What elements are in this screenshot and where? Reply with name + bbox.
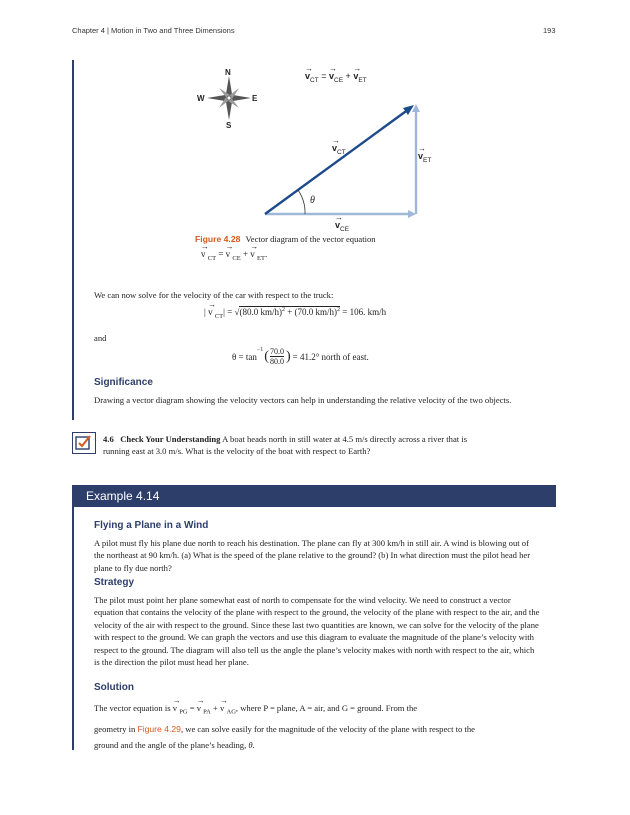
example-problem: A pilot must fly his plane due north to reach his destination. The plane can fly at 300 km/h in still air. A wind is blowing out of the northeast at 90 km/h. (a) What is the speed of the plane relative to the ground? (b) In what direction must the pilot head her plane to fly due north? [94,538,531,573]
vector-diagram [180,62,470,237]
example-title: Flying a Plane in a Wind [94,520,209,531]
compass-e-label: E [252,94,258,103]
magnitude-equation: | → v $_{CT}$| = √(80.0 km/h)$^2$ + (70.0 km/h)$^2$ = 106. km/h [204,300,387,320]
significance-text: Drawing a vector diagram showing the velocity vectors can help in understanding the relative velocity of the two objects. [94,395,512,405]
strategy-text: The pilot must point her plane somewhat east of north to compensate for the wind velocity. We need to construct a vector equation that contains the velocity of the plane with respect to the ground, the velocity of the plane with respect to the air, and the velocity of the air with respect to the ground. Since these last two quantities are known, we can solve for the velocity of the plane with respect to the ground. We can graph the vectors and use this diagram to evaluate the magnitude of the plane’s velocity with respect to the ground. The diagram will also tell us the angle the plane’s velocity makes with north with respect to the air, which is the direction the pilot must head her plane. [94,595,540,668]
compass-s-label: S [226,121,232,130]
label-vct: → $v_{CT}$ [332,136,346,156]
figure-caption-text: Vector diagram of the vector equation [245,234,376,244]
check-understanding-icon [72,432,96,454]
solution-text: The vector equation is → v $_{PG}$ = → v $_{PA}$ + → v $_{AG}$, where P = plane, A = air, and G = ground. From the geometry in Figure 4.29, we can solve easily for the magnitude of the velocity of the plane with respect to the ground and the angle of the plane’s heading, θ. [94,696,475,750]
example-left-bar [72,505,74,750]
angle-theta-label: θ [310,195,315,206]
check-understanding-text: 4.6 Check Your Understanding A boat heads north in still water at 4.5 m/s directly across a river that is running east at 3.0 m/s. What is the velocity of the boat with respect to Earth? [103,434,468,457]
label-vce: → $v_{CE}$ [335,213,350,233]
significance-heading: Significance [94,377,153,388]
vector-ce-head [408,210,416,218]
figure-equation: → $v_{CT}$ = → $v_{CE}$ + → $v_{ET}$ [305,64,367,84]
solve-intro-text: We can now solve for the velocity of the car with respect to the truck: [94,290,334,300]
angle-arc [298,190,305,214]
vector-et-head [412,104,420,112]
and-text: and [94,333,107,343]
compass-w-label: W [197,94,205,103]
chapter-header: Chapter 4 | Motion in Two and Three Dimensions [72,26,235,35]
strategy-heading: Strategy [94,577,135,588]
figure-caption [195,234,376,244]
section-left-bar [72,60,74,420]
compass-n-label: N [225,68,231,77]
page-number: 193 [543,26,556,35]
label-vet: → $v_{ET}$ [418,144,432,164]
figure-caption-equation: → v $_{CT}$ = → v $_{CE}$ + → v $_{ET}$. [201,242,268,262]
solution-heading: Solution [94,682,134,693]
compass-rose-icon [207,76,251,120]
figure-number: Figure 4.28 [195,234,241,244]
vector-ct-line [265,109,409,214]
figure-4-29-link[interactable]: Figure 4.29 [137,723,181,734]
example-banner: Example 4.14 [72,485,556,507]
theta-equation: θ = tan $^{-1}$ ( 70.0 80.0 ) = 41.2° north of east. [232,347,369,366]
